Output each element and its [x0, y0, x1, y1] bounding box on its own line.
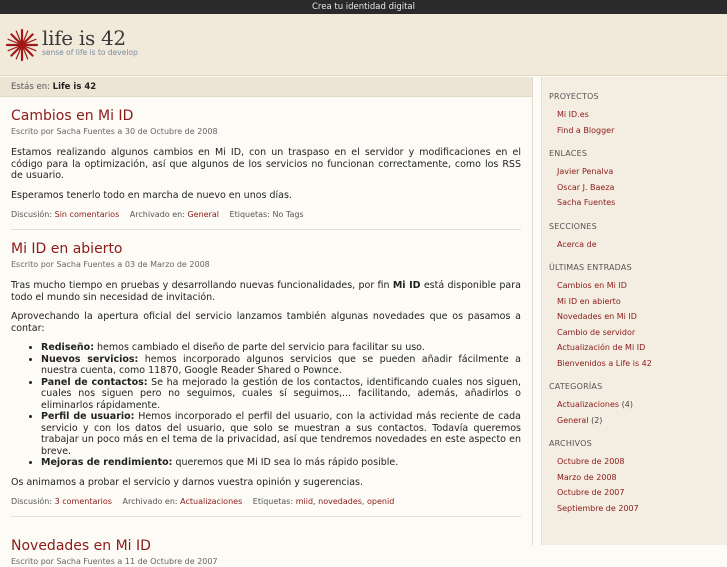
post-title-link[interactable]: Cambios en Mi ID — [11, 108, 134, 124]
sidebar-link[interactable]: Javier Penalva — [557, 167, 614, 176]
site-header — [0, 14, 727, 76]
sidebar-link[interactable]: Bienvenidos a Life is 42 — [557, 358, 652, 368]
sidebar-link[interactable]: Octubre de 2007 — [557, 488, 625, 497]
top-bar — [0, 0, 727, 14]
list-item — [557, 278, 727, 294]
tags-label: Etiquetas: — [229, 210, 270, 219]
list-item: • Mejoras de rendimiento: queremos que Mi ID sea lo más rápido posible. — [41, 457, 521, 469]
sidebar-heading: ARCHIVOS — [549, 439, 592, 448]
sidebar-heading: SECCIONES — [549, 221, 597, 231]
sidebar-link[interactable]: Cambio de servidor — [557, 327, 636, 337]
post-paragraph: Aprovechando la apertura oficial del servicio lanzamos también algunas novedades que os pasamos a contar: — [11, 311, 521, 334]
sidebar-link[interactable]: Novedades en Mi ID — [557, 312, 637, 321]
list-item — [557, 413, 727, 429]
discussion-label: Discusión: — [11, 210, 53, 219]
archived-label: Archivado en: — [122, 497, 178, 506]
sidebar-link[interactable]: General — [557, 415, 589, 425]
site-tagline: sense of life is to develop — [42, 48, 138, 57]
breadcrumb — [0, 77, 532, 97]
sidebar-heading: PROYECTOS — [549, 92, 599, 101]
sidebar-heading: ENLACES — [549, 149, 588, 158]
post-body — [11, 147, 521, 201]
post-meta: Escrito por Sacha Fuentes a 11 de Octubre de 2007 — [11, 557, 218, 566]
tag-link[interactable]: openid — [367, 497, 395, 506]
list-item: • Perfil de usuario: Hemos incorporado el perfil del usuario, con la actividad más reciente de cada servicio y con los datos del usuario, que solo se muestran a sus contactos. Todavía queremos trabajar un poco más en el tema de la privacidad, así que tendremos novedades en este aspecto en breve. — [41, 411, 521, 457]
sidebar-link[interactable]: Septiembre de 2007 — [557, 503, 639, 513]
site-title: life is 42 — [42, 26, 126, 50]
tag-link[interactable]: novedades — [318, 497, 362, 506]
sidebar-section-categorias — [549, 381, 727, 428]
list-item — [557, 340, 727, 356]
comments-link[interactable]: 3 comentarios — [54, 497, 112, 506]
site-logo[interactable] — [5, 28, 138, 62]
list-item — [557, 180, 727, 196]
tags-none: No Tags — [272, 210, 304, 219]
list-item — [557, 309, 727, 325]
sidebar-link[interactable]: Actualización de Mi ID — [557, 343, 646, 352]
novedades-list — [41, 342, 521, 469]
sidebar-section-archivos — [549, 438, 727, 516]
post-meta: Escrito por Sacha Fuentes a 03 de Marzo de 2008 — [11, 260, 210, 269]
sidebar-link[interactable]: Sacha Fuentes — [557, 198, 616, 207]
post-cambios-en-mi-id — [0, 107, 532, 230]
list-item — [557, 325, 727, 341]
list-item — [557, 237, 727, 253]
list-item: • Rediseño: hemos cambiado el diseño de parte del servicio para facilitar su uso. — [41, 342, 521, 354]
comments-link[interactable]: Sin comentarios — [54, 210, 120, 219]
post-novedades-en-mi-id — [0, 537, 532, 567]
list-item — [557, 107, 727, 123]
breadcrumb-current: Life is 42 — [52, 82, 97, 92]
tags-label: Etiquetas: — [252, 497, 294, 506]
list-item — [557, 356, 727, 372]
list-item — [557, 454, 727, 470]
sidebar-link[interactable]: Mi ID en abierto — [557, 296, 621, 306]
sidebar-link[interactable]: Cambios en Mi ID — [557, 281, 627, 290]
sidebar-section-enlaces — [549, 148, 727, 211]
sidebar-section-ultimas-entradas — [549, 262, 727, 371]
list-item — [557, 470, 727, 486]
category-count: (2) — [591, 415, 603, 425]
post-footer — [11, 209, 521, 230]
list-item — [557, 164, 727, 180]
sidebar-section-secciones — [549, 221, 727, 253]
top-bar-text[interactable]: Crea tu identidad digital — [312, 2, 415, 12]
list-item: • Panel de contactos: Se ha mejorado la gestión de los contactos, identificando cuales nos siguen, cuales nos siguen pero no seguimos, cuales sí seguimos,... facilitando, además, añadirlos o eliminarlos rápidamente. — [41, 377, 521, 412]
sidebar-link[interactable]: Acerca de — [557, 239, 597, 249]
list-item: • Nuevos servicios: hemos incorporado algunos servicios que se pueden añadir fácilmente a nuestra cuenta, como 11870, Google Reader Shared o Pownce. — [41, 354, 521, 377]
sidebar-link[interactable]: Octubre de 2008 — [557, 457, 625, 466]
mi-id-bold: Mi ID — [392, 280, 421, 291]
post-paragraph: Esperamos tenerlo todo en marcha de nuevo en unos días. — [11, 189, 292, 201]
main-content — [0, 77, 533, 566]
post-paragraph: Os animamos a probar el servicio y darnos vuestra opinión y sugerencias. — [11, 476, 364, 488]
sidebar-section-proyectos — [549, 91, 727, 138]
archived-label: Archivado en: — [129, 210, 185, 219]
starburst-logo-icon — [5, 28, 39, 62]
sidebar-link[interactable]: Actualizaciones — [557, 400, 620, 409]
tag-link[interactable]: miid — [295, 497, 314, 506]
post-paragraph: Tras mucho tiempo en pruebas y desarrollando nuevas funcionalidades, por fin Mi ID está disponible para todo el mundo sin necesidad de invitación. — [11, 280, 521, 303]
discussion-label: Discusión: — [11, 497, 53, 506]
sidebar — [541, 77, 727, 545]
sidebar-link[interactable]: Mi ID.es — [557, 110, 589, 119]
list-item — [557, 123, 727, 139]
list-item — [557, 195, 727, 211]
list-item — [557, 485, 727, 501]
post-title-link[interactable]: Novedades en Mi ID — [11, 538, 151, 554]
sidebar-heading: CATEGORÍAS — [549, 382, 603, 391]
sidebar-heading: ÚLTIMAS ENTRADAS — [549, 263, 632, 272]
post-footer: Discusión: 3 comentarios Archivado en: Actualizaciones Etiquetas: miid, novedades, openid — [11, 496, 521, 517]
breadcrumb-prefix: Estás en: — [11, 82, 50, 92]
list-item — [557, 501, 727, 517]
category-link[interactable]: General — [187, 210, 219, 219]
list-item — [557, 294, 727, 310]
sidebar-link[interactable]: Oscar J. Baeza — [557, 182, 615, 192]
post-body — [11, 280, 521, 488]
category-link[interactable]: Actualizaciones — [180, 497, 243, 506]
post-mi-id-en-abierto — [0, 240, 532, 517]
post-meta: Escrito por Sacha Fuentes a 30 de Octubre de 2008 — [11, 127, 218, 136]
category-count: (4) — [621, 400, 633, 409]
sidebar-link[interactable]: Find a Blogger — [557, 125, 615, 135]
sidebar-link[interactable]: Marzo de 2008 — [557, 472, 617, 482]
post-paragraph: Estamos realizando algunos cambios en Mi ID, con un traspaso en el servidor y modificaciones en el código para la optimización, así que algunos de los servicios no funcionan correctamente, como los RSS de usuario. — [11, 147, 521, 181]
post-title-link[interactable]: Mi ID en abierto — [11, 241, 123, 257]
list-item — [557, 397, 727, 413]
